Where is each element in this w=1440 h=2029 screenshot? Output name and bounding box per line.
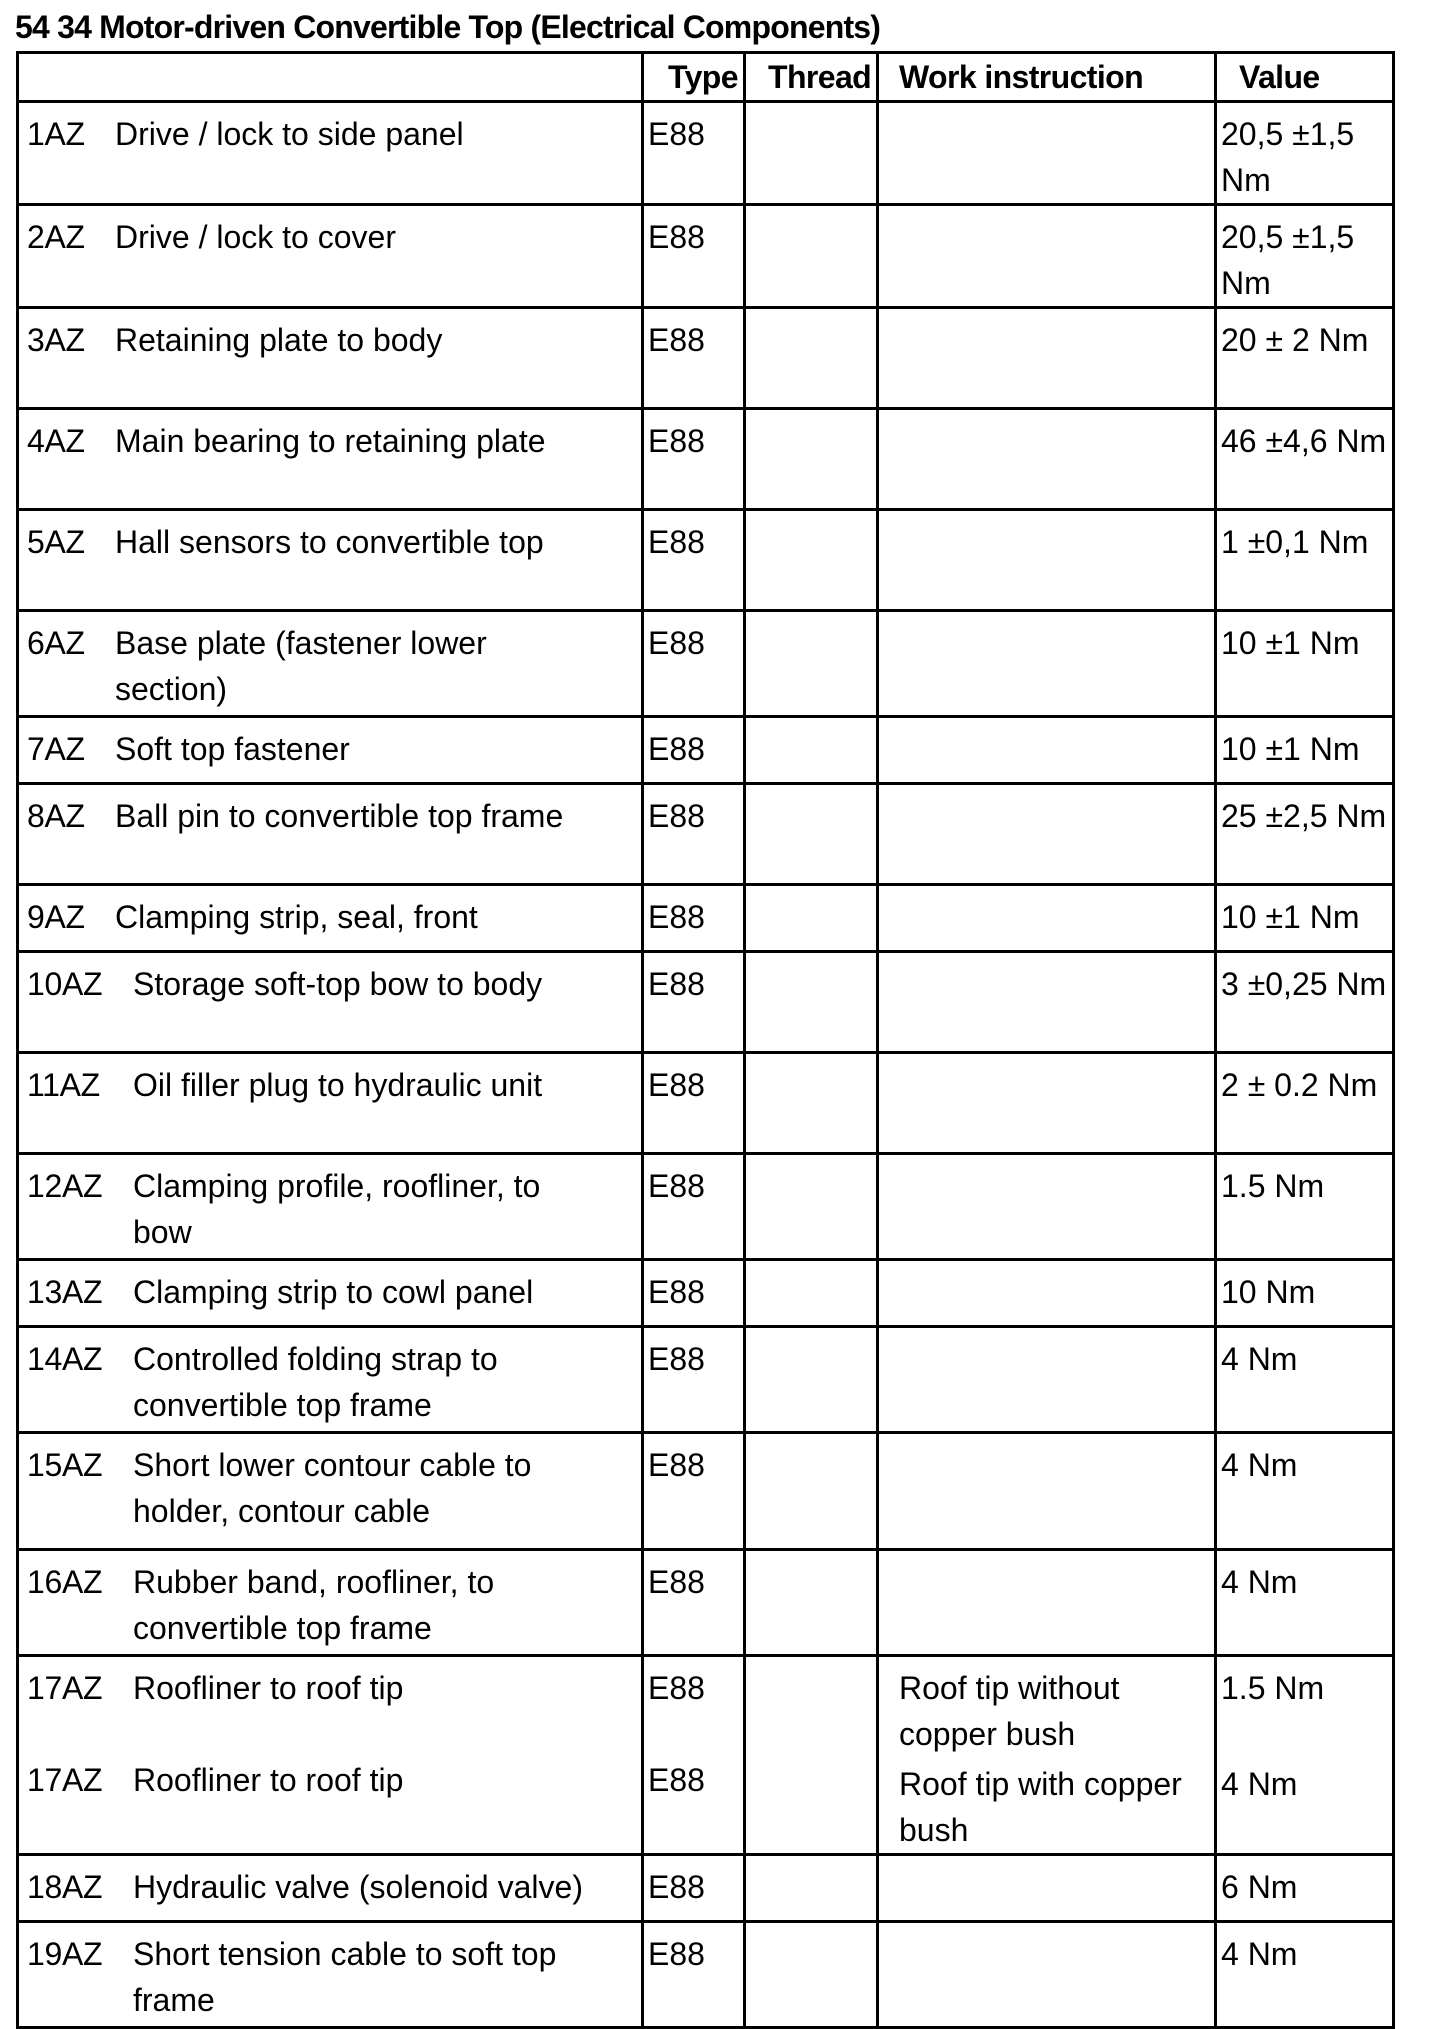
position-number: 13AZ (27, 1274, 103, 1310)
position-number: 16AZ (27, 1564, 103, 1600)
position-number: 15AZ (27, 1447, 103, 1483)
position-number: 4AZ (27, 423, 85, 459)
description-cell (18, 1433, 643, 1550)
table-row (18, 885, 1394, 952)
work-instruction-cell (878, 1855, 1216, 1922)
description-cell (18, 102, 643, 205)
component-description: Retaining plate to body (115, 322, 443, 358)
table-row (18, 1260, 1394, 1327)
header-row (18, 53, 1394, 102)
torque-value-cell: 1 ±0,1 Nm (1216, 510, 1394, 611)
thread-cell (745, 1053, 878, 1154)
work-instruction-cell (878, 611, 1216, 717)
table-row (18, 1550, 1394, 1656)
torque-value-cell: 4 Nm (1216, 1433, 1394, 1550)
work-instruction-cell (878, 1656, 1216, 1855)
torque-value: 4 Nm (1221, 1766, 1298, 1802)
thread-cell (745, 102, 878, 205)
type-cell: E88 (643, 611, 745, 717)
type-cell: E88 (643, 1550, 745, 1656)
position-number: 1AZ (27, 116, 85, 152)
type-cell: E88 (643, 1154, 745, 1260)
torque-value-cell: 4 Nm (1216, 1550, 1394, 1656)
table-row (18, 308, 1394, 409)
component-description: Short tension cable to soft top frame (133, 1936, 557, 2018)
column-header-value: Value (1216, 53, 1394, 102)
description-cell (18, 952, 643, 1053)
table-row (18, 1433, 1394, 1550)
torque-value-cell: 3 ±0,25 Nm (1216, 952, 1394, 1053)
component-description: Oil filler plug to hydraulic unit (133, 1067, 543, 1103)
table-row (18, 102, 1394, 205)
type-cell: E88 (643, 952, 745, 1053)
thread-cell (745, 1327, 878, 1433)
thread-cell (745, 717, 878, 784)
component-description: Hall sensors to convertible top (115, 524, 544, 560)
position-number: 17AZ (27, 1670, 103, 1706)
description-cell (18, 510, 643, 611)
torque-value-cell: 4 Nm (1216, 1922, 1394, 2028)
table-row (18, 1656, 1394, 1855)
table-row (18, 1327, 1394, 1433)
table-row (18, 510, 1394, 611)
column-header-thread: Thread (745, 53, 878, 102)
component-description: Roofliner to roof tip (133, 1670, 404, 1706)
position-number: 10AZ (27, 966, 103, 1002)
thread-cell (745, 308, 878, 409)
torque-value-cell (1216, 1656, 1394, 1855)
position-number: 3AZ (27, 322, 85, 358)
description-cell (18, 885, 643, 952)
type-value: E88 (648, 1670, 705, 1706)
description-cell (18, 1327, 643, 1433)
component-description: Storage soft-top bow to body (133, 966, 543, 1002)
position-number: 12AZ (27, 1168, 103, 1204)
work-instruction-cell (878, 102, 1216, 205)
work-instruction-cell (878, 510, 1216, 611)
torque-value-cell: 46 ±4,6 Nm (1216, 409, 1394, 510)
thread-cell (745, 1656, 878, 1855)
table-row (18, 784, 1394, 885)
type-cell: E88 (643, 1053, 745, 1154)
component-description: Drive / lock to cover (115, 219, 396, 255)
table-row (18, 1053, 1394, 1154)
position-number: 5AZ (27, 524, 85, 560)
work-instruction-cell (878, 784, 1216, 885)
type-cell: E88 (643, 1327, 745, 1433)
torque-value-cell: 10 ±1 Nm (1216, 717, 1394, 784)
torque-value-cell: 20 ± 2 Nm (1216, 308, 1394, 409)
torque-value-cell: 6 Nm (1216, 1855, 1394, 1922)
thread-cell (745, 1260, 878, 1327)
table-row (18, 409, 1394, 510)
thread-cell (745, 952, 878, 1053)
torque-value-cell: 20,5 ±1,5 Nm (1216, 205, 1394, 308)
torque-table (16, 51, 1395, 2029)
work-instruction-cell (878, 308, 1216, 409)
component-description: Roofliner to roof tip (133, 1762, 404, 1798)
position-number: 18AZ (27, 1869, 103, 1905)
component-description: Clamping strip, seal, front (115, 899, 478, 935)
work-instruction-cell (878, 1433, 1216, 1550)
description-cell (18, 1922, 643, 2028)
thread-cell (745, 1855, 878, 1922)
table-row (18, 205, 1394, 308)
component-description: Base plate (fastener lower section) (115, 625, 487, 707)
table-row (18, 1154, 1394, 1260)
position-number: 17AZ (27, 1762, 103, 1798)
thread-cell (745, 1433, 878, 1550)
work-instruction-cell (878, 1922, 1216, 2028)
type-cell: E88 (643, 1260, 745, 1327)
position-number: 14AZ (27, 1341, 103, 1377)
description-cell (18, 409, 643, 510)
column-header-work-instruction: Work instruction (878, 53, 1216, 102)
page-title: 54 34 Motor-driven Convertible Top (Electrical Components) (15, 9, 881, 45)
torque-value-cell: 4 Nm (1216, 1327, 1394, 1433)
component-description: Clamping strip to cowl panel (133, 1274, 534, 1310)
table-row (18, 611, 1394, 717)
description-cell (18, 308, 643, 409)
work-instruction-cell (878, 885, 1216, 952)
component-description: Hydraulic valve (solenoid valve) (133, 1869, 583, 1905)
component-description: Rubber band, roofliner, to convertible top frame (133, 1564, 495, 1646)
work-instruction-cell (878, 1550, 1216, 1656)
position-number: 7AZ (27, 731, 85, 767)
description-cell (18, 1656, 643, 1855)
type-cell: E88 (643, 1433, 745, 1550)
thread-cell (745, 1550, 878, 1656)
work-instruction-cell (878, 1260, 1216, 1327)
type-cell: E88 (643, 717, 745, 784)
torque-value-cell: 10 ±1 Nm (1216, 611, 1394, 717)
work-instruction-cell (878, 1154, 1216, 1260)
torque-value-cell: 2 ± 0.2 Nm (1216, 1053, 1394, 1154)
work-instruction-cell (878, 717, 1216, 784)
component-description: Controlled folding strap to convertible top frame (133, 1341, 498, 1423)
type-cell: E88 (643, 205, 745, 308)
type-cell: E88 (643, 510, 745, 611)
position-number: 8AZ (27, 798, 85, 834)
type-cell: E88 (643, 1855, 745, 1922)
type-cell: E88 (643, 308, 745, 409)
component-description: Drive / lock to side panel (115, 116, 464, 152)
torque-value-cell: 10 Nm (1216, 1260, 1394, 1327)
thread-cell (745, 1922, 878, 2028)
work-instruction-text: Roof tip without copper bush (899, 1670, 1120, 1752)
type-cell: E88 (643, 784, 745, 885)
column-header-description (18, 53, 643, 102)
component-description: Ball pin to convertible top frame (115, 798, 564, 834)
thread-cell (745, 784, 878, 885)
description-cell (18, 1154, 643, 1260)
torque-value-cell: 10 ±1 Nm (1216, 885, 1394, 952)
table-row (18, 1855, 1394, 1922)
torque-value-cell: 1.5 Nm (1216, 1154, 1394, 1260)
description-cell (18, 1855, 643, 1922)
thread-cell (745, 205, 878, 308)
component-description: Short lower contour cable to holder, contour cable (133, 1447, 532, 1529)
type-cell (643, 1656, 745, 1855)
column-header-type: Type (643, 53, 745, 102)
type-cell: E88 (643, 409, 745, 510)
torque-value-cell: 20,5 ±1,5 Nm (1216, 102, 1394, 205)
work-instruction-text: Roof tip with copper bush (899, 1766, 1182, 1848)
position-number: 9AZ (27, 899, 85, 935)
table-row (18, 952, 1394, 1053)
type-cell: E88 (643, 885, 745, 952)
work-instruction-cell (878, 205, 1216, 308)
thread-cell (745, 1154, 878, 1260)
description-cell (18, 717, 643, 784)
position-number: 6AZ (27, 625, 85, 661)
component-description: Clamping profile, roofliner, to bow (133, 1168, 541, 1250)
description-cell (18, 784, 643, 885)
thread-cell (745, 611, 878, 717)
type-cell: E88 (643, 1922, 745, 2028)
description-cell (18, 1260, 643, 1327)
description-cell (18, 1550, 643, 1656)
position-number: 2AZ (27, 219, 85, 255)
work-instruction-cell (878, 409, 1216, 510)
table-row (18, 717, 1394, 784)
description-cell (18, 205, 643, 308)
position-number: 11AZ (27, 1067, 100, 1103)
table-row (18, 1922, 1394, 2028)
component-description: Soft top fastener (115, 731, 350, 767)
thread-cell (745, 885, 878, 952)
work-instruction-cell (878, 1053, 1216, 1154)
type-value: E88 (648, 1762, 705, 1798)
work-instruction-cell (878, 1327, 1216, 1433)
thread-cell (745, 510, 878, 611)
description-cell (18, 1053, 643, 1154)
component-description: Main bearing to retaining plate (115, 423, 546, 459)
thread-cell (745, 409, 878, 510)
torque-value: 1.5 Nm (1221, 1670, 1325, 1706)
work-instruction-cell (878, 952, 1216, 1053)
position-number: 19AZ (27, 1936, 103, 1972)
description-cell (18, 611, 643, 717)
torque-value-cell: 25 ±2,5 Nm (1216, 784, 1394, 885)
type-cell: E88 (643, 102, 745, 205)
